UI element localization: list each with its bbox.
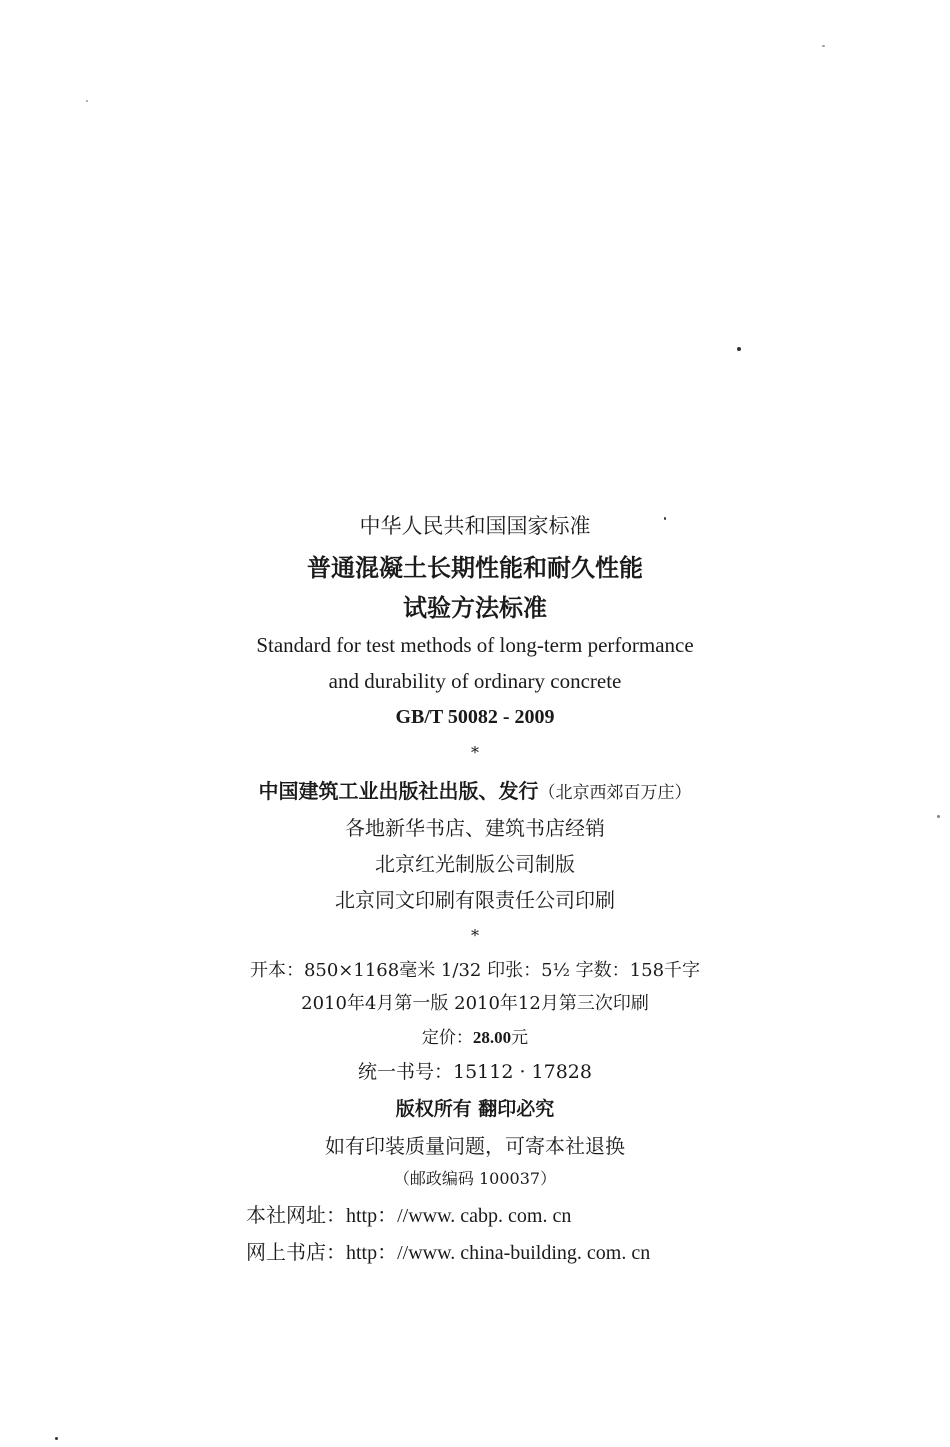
printer-line: 北京同文印刷有限责任公司印刷 bbox=[335, 888, 615, 912]
distributor-line: 各地新华书店、建筑书店经销 bbox=[345, 816, 605, 840]
separator-asterisk: * bbox=[471, 926, 479, 945]
publisher-name: 中国建筑工业出版社出版、发行 bbox=[258, 779, 539, 803]
website-line bbox=[246, 1205, 571, 1226]
national-standard-label: 中华人民共和国国家标准 bbox=[359, 514, 591, 538]
website-label: 本社网址： bbox=[246, 1203, 346, 1227]
standard-code: GB/T 50082 - 2009 bbox=[395, 706, 555, 728]
scan-speck bbox=[737, 347, 741, 351]
return-notice: 如有印装质量问题，可寄本社退换 bbox=[325, 1134, 625, 1158]
separator-asterisk: * bbox=[471, 743, 479, 762]
price-value: 28.00 bbox=[472, 1028, 512, 1047]
scan-speck bbox=[822, 45, 825, 47]
publisher-address: （北京西郊百万庄） bbox=[538, 783, 692, 803]
english-title-line-1: Standard for test methods of long-term performance bbox=[256, 633, 694, 657]
title-line-2: 试验方法标准 bbox=[403, 594, 547, 622]
copyright-notice: 版权所有 翻印必究 bbox=[395, 1098, 555, 1120]
plate-maker-line: 北京红光制版公司制版 bbox=[375, 852, 575, 876]
online-store-label: 网上书店： bbox=[246, 1240, 346, 1264]
scan-speck bbox=[55, 1437, 58, 1440]
website-url[interactable]: http：//www. cabp. com. cn bbox=[346, 1205, 572, 1227]
edition-info: 2010年4月第一版 2010年12月第三次印刷 bbox=[301, 993, 649, 1014]
price-label: 定价： bbox=[421, 1028, 473, 1048]
online-store-line bbox=[246, 1242, 650, 1263]
price-unit: 元 bbox=[511, 1028, 529, 1048]
online-store-url[interactable]: http：//www. china-building. com. cn bbox=[346, 1242, 651, 1264]
publisher-line bbox=[0, 781, 950, 802]
price-line bbox=[0, 1029, 950, 1047]
format-specs: 开本：850×1168毫米 1/32 印张：5½ 字数：158千字 bbox=[249, 960, 701, 981]
postal-code: （邮政编码 100037） bbox=[393, 1169, 557, 1188]
scan-speck bbox=[86, 100, 88, 102]
english-title-line-2: and durability of ordinary concrete bbox=[328, 669, 622, 693]
unified-book-number: 统一书号：15112 · 17828 bbox=[357, 1061, 592, 1083]
title-line-1: 普通混凝土长期性能和耐久性能 bbox=[307, 554, 643, 582]
